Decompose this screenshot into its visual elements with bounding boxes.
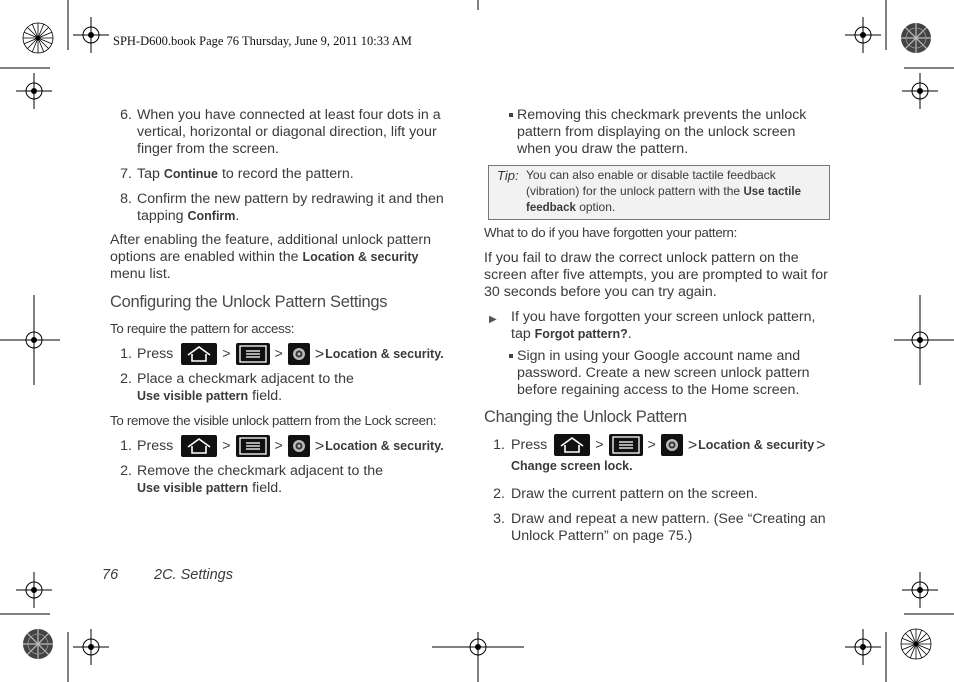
subheading-require: To require the pattern for access: (110, 321, 295, 336)
menu-key-icon (609, 434, 643, 456)
subheading-remove: To remove the visible unlock pattern from the Lock screen: (110, 413, 437, 428)
section-name: 2C. Settings (154, 567, 233, 583)
section-heading-changing: Changing the Unlock Pattern (484, 408, 687, 426)
bullet-icon (509, 354, 513, 358)
press-sequence-3: Press > > >Location & security > (511, 434, 826, 456)
settings-icon (288, 435, 310, 457)
paragraph-failed-attempts: If you fail to draw the correct unlock pattern on the screen after five attempts, you are prompted to wait for 30 seconds before you can try again. (484, 250, 828, 300)
intro-paragraph: After enabling the feature, additional unlock pattern options are enabled within the Location & security menu list. (110, 232, 432, 282)
home-key-icon (554, 434, 590, 456)
arrow-bullet-icon: ▶ (489, 314, 497, 325)
menu-key-icon (236, 435, 270, 457)
home-key-icon (181, 343, 217, 365)
page-number: 76 (102, 567, 119, 583)
bullet-icon (509, 113, 513, 117)
continue-label: Continue (163, 167, 218, 181)
press-sequence-2: Press > > >Location & security. (137, 435, 444, 457)
bullet-removing: Removing this checkmark prevents the unlock pattern from displaying on the unlock screen when you draw the pattern. (509, 107, 806, 158)
menu-key-icon (236, 343, 270, 365)
tip-label: Tip: (497, 168, 519, 183)
change-screen-lock-label: Change screen lock. (511, 459, 633, 473)
home-key-icon (181, 435, 217, 457)
section-heading: Configuring the Unlock Pattern Settings (110, 293, 388, 311)
arrow-item-forgot: If you have forgotten your screen unlock pattern, tap Forgot pattern?. (511, 309, 816, 342)
settings-icon (661, 434, 683, 456)
bullet-sign-in: Sign in using your Google account name and password. Create a new screen unlock pattern before regaining access to the Home screen. (509, 348, 810, 399)
confirm-label: Confirm (187, 209, 236, 223)
settings-icon (288, 343, 310, 365)
print-header: SPH-D600.book Page 76 Thursday, June 9, 2011 10:33 AM (113, 34, 412, 48)
subheading-forgotten: What to do if you have forgotten your pattern: (484, 225, 738, 240)
tip-box: Tip: You can also enable or disable tactile feedback (vibration) for the unlock pattern with the Use tactile feedback option. (488, 165, 830, 220)
press-sequence-1: Press > > >Location & security. (137, 343, 444, 365)
